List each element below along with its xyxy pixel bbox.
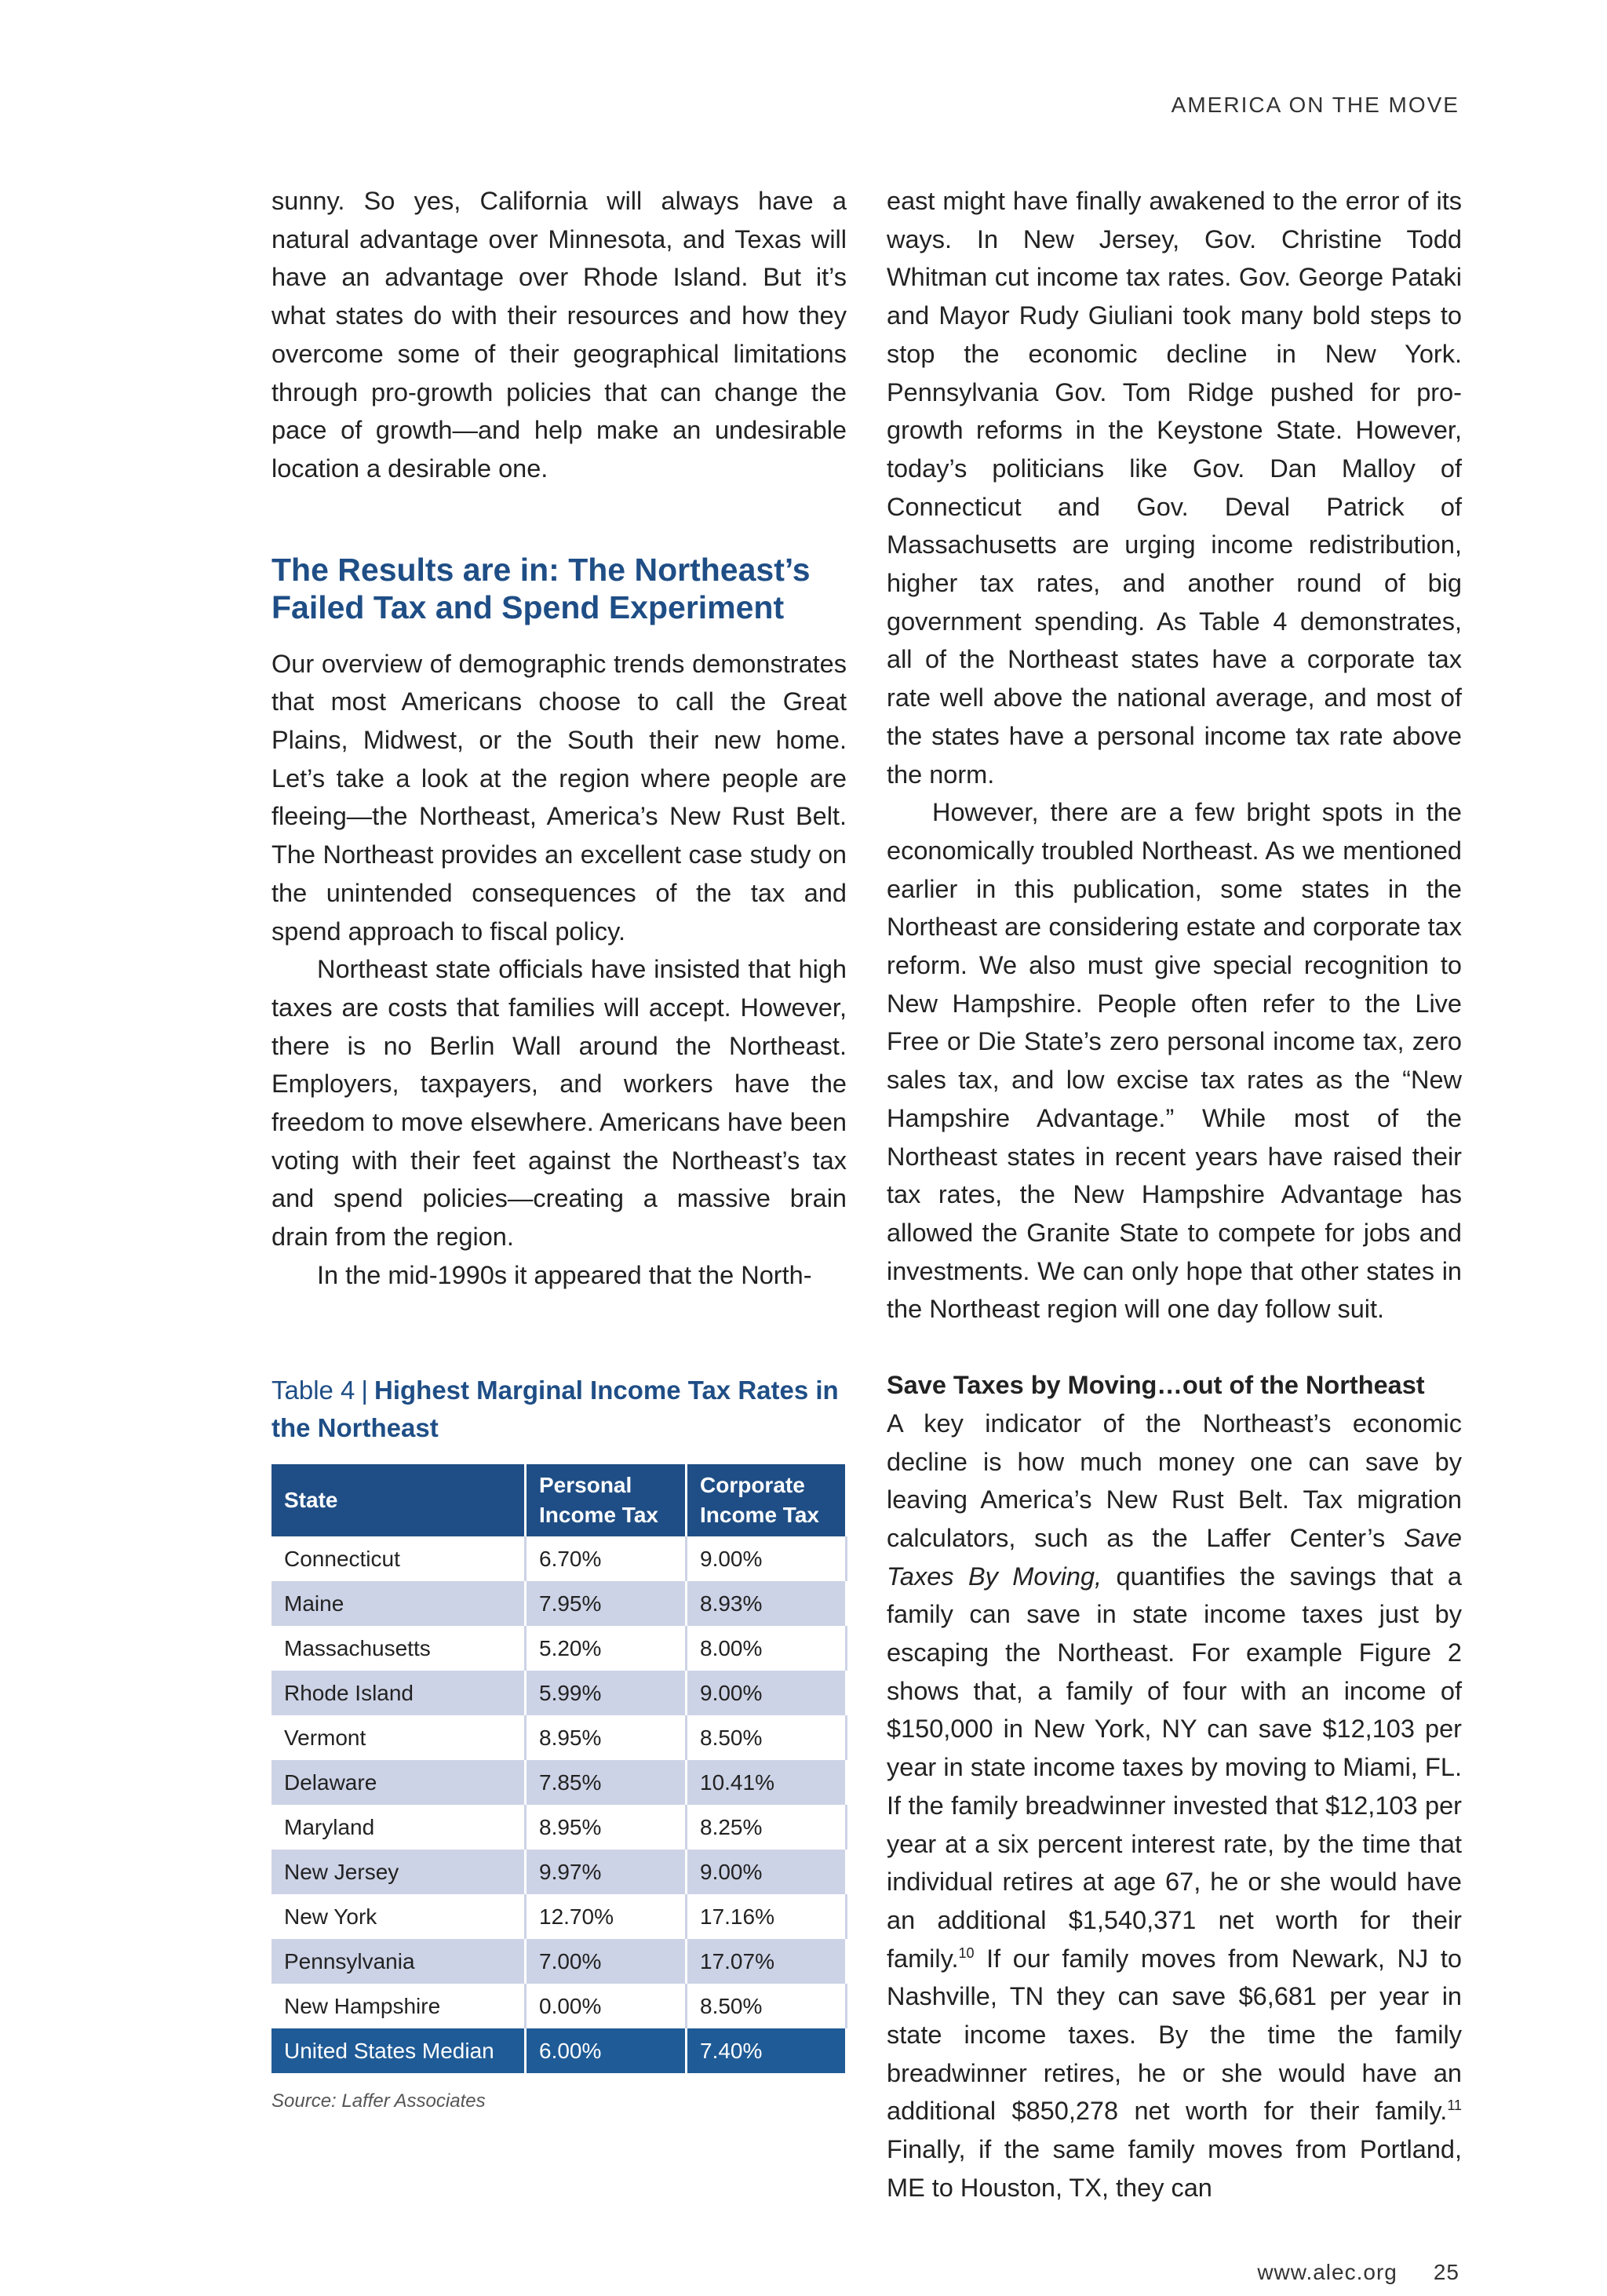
table-row	[271, 1894, 847, 1939]
cell-state: Maine	[271, 1581, 526, 1626]
cell-state: New Hampshire	[271, 1984, 526, 2028]
body-paragraph	[887, 1405, 1462, 2207]
footnote-ref: 10	[958, 1944, 975, 1961]
table-source: Source: Laffer Associates	[271, 2090, 486, 2112]
footer-url: www.alec.org	[1257, 2260, 1397, 2284]
cell-state: Vermont	[271, 1715, 526, 1760]
cell-corporate: 17.07%	[687, 1939, 847, 1984]
left-column	[271, 182, 847, 1295]
cell-personal: 0.00%	[526, 1984, 687, 2028]
table-header-row	[271, 1464, 847, 1536]
header-personal: Personal Income Tax	[526, 1464, 687, 1536]
body-paragraph: However, there are a few bright spots in the economically troubled Northeast. As we mentioned earlier in this publication, some states in the Northeast are considering estate and corporate tax reform. We also must give special recognition to New Hampshire. People often refer to the Live Free or Die State’s zero personal income tax, zero sales tax, and low excise tax rates as the “New Hampshire Advantage.” While most of the Northeast states in recent years have raised their tax rates, the New Hampshire Advantage has allowed the Granite State to compete for jobs and investments. We can only hope that other states in the Northeast region will one day follow suit.	[887, 798, 1462, 1324]
cell-corporate: 9.00%	[687, 1671, 847, 1715]
body-paragraph: sunny. So yes, California will always have a natural advantage over Minnesota, and Texas will have an advantage over Rhode Island. But it’s what states do with their resources and how they overcome some of their geographical limitations through pro-growth policies that can change the pace of growth—and help make an undesirable location a desirable one.	[271, 187, 847, 483]
table-row	[271, 1671, 847, 1715]
table-row	[271, 1581, 847, 1626]
right-column	[887, 182, 1462, 2207]
body-paragraph: Northeast state officials have insisted that high taxes are costs that families will accept. However, there is no Berlin Wall around the Northeast. Employers, taxpayers, and workers have the freedom to move elsewhere. Americans have been voting with their feet against the Northeast’s tax and spend policies—creating a massive brain drain from the region.	[271, 955, 847, 1252]
subheading: Save Taxes by Moving…out of the Northeast	[887, 1371, 1425, 1400]
table-row	[271, 1939, 847, 1984]
table-row	[271, 1715, 847, 1760]
text-run: Finally, if the same family moves from Portland, ME to Houston, TX, they can	[887, 2135, 1462, 2202]
header-corporate: Corporate Income Tax	[687, 1464, 847, 1536]
cell-corporate: 10.41%	[687, 1760, 847, 1805]
publication-title: Save Taxes By Moving,	[887, 1523, 1462, 1591]
cell-personal: 7.00%	[526, 1939, 687, 1984]
table-caption	[271, 1372, 847, 1447]
cell-corporate: 7.40%	[687, 2028, 847, 2073]
cell-corporate: 8.00%	[687, 1626, 847, 1671]
running-head: AMERICA ON THE MOVE	[1171, 93, 1459, 117]
header-state: State	[271, 1464, 526, 1536]
cell-personal: 7.85%	[526, 1760, 687, 1805]
cell-personal: 12.70%	[526, 1894, 687, 1939]
page-footer	[1257, 2260, 1459, 2285]
table-row	[271, 1850, 847, 1894]
text-run: If our family moves from Newark, NJ to Nashville, TN they can save $6,681 per year in state income taxes. By the time the family breadwinner retires, he or she would have an additional $850,278 net worth for their family.	[887, 1944, 1462, 2126]
cell-corporate: 8.25%	[687, 1805, 847, 1850]
page-number: 25	[1433, 2260, 1459, 2284]
cell-corporate: 8.50%	[687, 1984, 847, 2028]
table-row	[271, 1984, 847, 2028]
cell-personal: 8.95%	[526, 1715, 687, 1760]
cell-state: Rhode Island	[271, 1671, 526, 1715]
body-paragraph: east might have finally awakened to the error of its ways. In New Jersey, Gov. Christine Todd Whitman cut income tax rates. Gov. George Pataki and Mayor Rudy Giuliani took many bold steps to stop the economic decline in New York. Pennsylvania Gov. Tom Ridge pushed for pro-growth reforms in the Keystone State. However, today’s politicians like Gov. Dan Malloy of Connecticut and Gov. Deval Patrick of Massachusetts are urging income redistribution, higher tax rates, and another round of big government spending. As Table 4 demonstrates, all of the Northeast states have a corporate tax rate well above the national average, and most of the states have a personal income tax rate above the norm.	[887, 187, 1462, 789]
cell-state: Connecticut	[271, 1536, 526, 1581]
cell-state: New Jersey	[271, 1850, 526, 1894]
tax-rates-table	[271, 1464, 847, 2073]
table-row	[271, 1760, 847, 1805]
table-row	[271, 1536, 847, 1581]
text-run: A key indicator of the Northeast’s economic decline is how much money one can save by leaving America’s New Rust Belt. Tax migration calculators, such as the Laffer Center’s	[887, 1409, 1462, 1552]
cell-personal: 6.00%	[526, 2028, 687, 2073]
table-row	[271, 1805, 847, 1850]
cell-state: Delaware	[271, 1760, 526, 1805]
table-row-median	[271, 2028, 847, 2073]
cell-corporate: 8.50%	[687, 1715, 847, 1760]
cell-state: United States Median	[271, 2028, 526, 2073]
body-paragraph: Our overview of demographic trends demonstrates that most Americans choose to call the Great Plains, Midwest, or the South their new home. Let’s take a look at the region where people are fleeing—the Northeast, America’s New Rust Belt. The Northeast provides an excellent case study on the unintended consequences of the tax and spend approach to fiscal policy.	[271, 649, 847, 946]
cell-personal: 6.70%	[526, 1536, 687, 1581]
cell-personal: 8.95%	[526, 1805, 687, 1850]
text-run: quantifies the savings that a family can save in state income taxes just by escaping the Northeast. For example Figure 2 shows that, a family of four with an income of $150,000 in New York, NY can save $12,103 per year in state income taxes by moving to Miami, FL. If the family breadwinner invested that $12,103 per year at a six percent interest rate, by the time that individual retires at age 67, he or she would have an additional $1,540,371 net worth for their family.	[887, 1562, 1462, 1973]
cell-corporate: 9.00%	[687, 1536, 847, 1581]
table-row	[271, 1626, 847, 1671]
table-number: Table 4	[271, 1376, 355, 1405]
cell-personal: 5.20%	[526, 1626, 687, 1671]
cell-state: Pennsylvania	[271, 1939, 526, 1984]
cell-state: Maryland	[271, 1805, 526, 1850]
cell-state: New York	[271, 1894, 526, 1939]
cell-corporate: 8.93%	[687, 1581, 847, 1626]
footnote-ref: 11	[1447, 2097, 1462, 2114]
body-paragraph: In the mid-1990s it appeared that the North-	[317, 1260, 812, 1289]
cell-personal: 7.95%	[526, 1581, 687, 1626]
cell-corporate: 9.00%	[687, 1850, 847, 1894]
caption-separator: |	[361, 1376, 368, 1405]
cell-corporate: 17.16%	[687, 1894, 847, 1939]
section-heading: The Results are in: The Northeast’s Failed Tax and Spend Experiment	[271, 551, 811, 625]
table-title: Highest Marginal Income Tax Rates in the Northeast	[271, 1376, 839, 1442]
cell-personal: 5.99%	[526, 1671, 687, 1715]
cell-personal: 9.97%	[526, 1850, 687, 1894]
cell-state: Massachusetts	[271, 1626, 526, 1671]
